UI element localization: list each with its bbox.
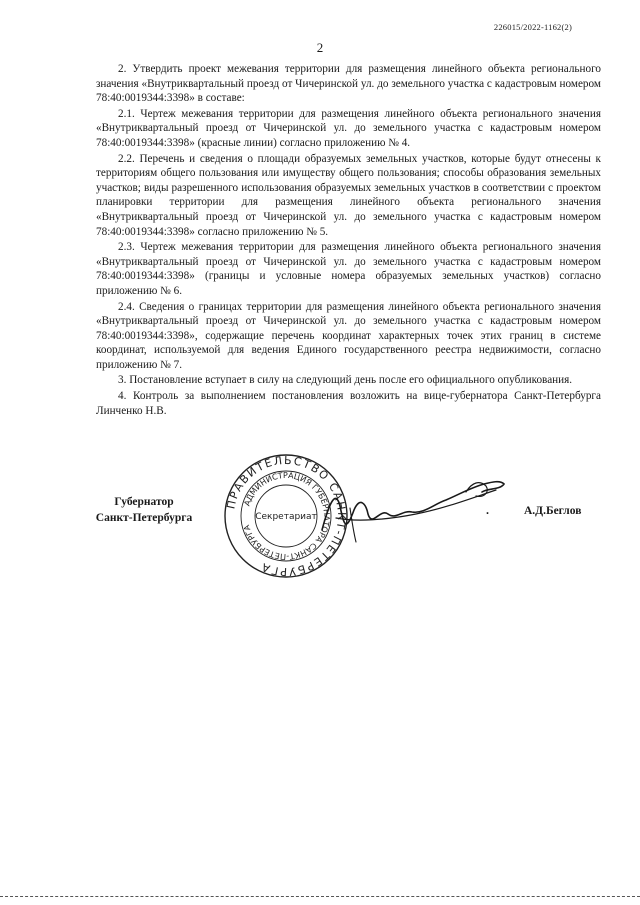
signatory-title-line2: Санкт-Петербурга — [95, 512, 193, 524]
seal-inner-text: АДМИНИСТРАЦИЯ ГУБЕРНАТОРА САНКТ-ПЕТЕРБУРГА — [242, 470, 332, 562]
paragraph-4: 4. Контроль за выполнением постановления возложить на вице-губернатора Санкт-Петербурга Линченко Н.В. — [96, 390, 601, 417]
seal-center-text: Секретариат — [255, 512, 317, 522]
paragraph-2-1: 2.1. Чертеж межевания территории для размещения линейного объекта регионального значения «Внутриквартальный проезд от Чичеринской ул. до земельного участка с кадастровым номером 78:40:0019344:3398» (красные линии) согласно приложению № 4. — [96, 107, 601, 149]
paragraph-2-2: 2.2. Перечень и сведения о площади образуемых земельных участков, которые будут отнесены к территориям общего пользования или имуществу общего пользования; способы образования земельных участков; виды разрешенного использования образуемых земельных участков в соответствии с проектом планировки территории для размещения линейного объекта регионального значения «Внутриквартальный проезд от Чичеринской ул. до земельного участка с кадастровым номером 78:40:0019344:3398» согласно приложению № 5. — [96, 152, 601, 238]
seal-outer-text: ПРАВИТЕЛЬСТВО САНКТ-ПЕТЕРБУРГА — [224, 453, 349, 579]
bottom-divider — [0, 896, 640, 897]
page-number: 2 — [316, 40, 324, 55]
signature-mark: . — [486, 503, 489, 517]
signatory-title — [94, 494, 194, 526]
signatory-title-line1: Губернатор — [114, 496, 174, 508]
paragraph-2: 2. Утвердить проект межевания территории для размещения линейного объекта регионального значения «Внутриквартальный проезд от Чичеринской ул. до земельного участка с кадастровым номером 78:40:0019344:3398» в составе: — [96, 63, 601, 105]
doc-id: 226015/2022-1162(2) — [493, 22, 572, 32]
signatory-name: А.Д.Беглов — [524, 505, 582, 517]
paragraph-2-3: 2.3. Чертеж межевания территории для размещения линейного объекта регионального значения «Внутриквартальный проезд от Чичеринской ул. до земельного участка с кадастровым номером 78:40:0019344:3398» (границы и условные номера образуемых земельных участков) согласно приложению № 6. — [96, 241, 601, 297]
handwritten-signature — [316, 470, 512, 554]
paragraph-3: 3. Постановление вступает в силу на следующий день после его официального опубликования. — [118, 374, 573, 387]
paragraph-2-4: 2.4. Сведения о границах территории для размещения линейного объекта регионального значения «Внутриквартальный проезд от Чичеринской ул. до земельного участка с кадастровым номером 78:40:0019344:3398», содержащие перечень координат характерных точек этих границ в системе координат, используемой для ведения Единого государственного реестра недвижимости, согласно приложению № 7. — [96, 300, 601, 371]
document-body — [96, 62, 601, 419]
